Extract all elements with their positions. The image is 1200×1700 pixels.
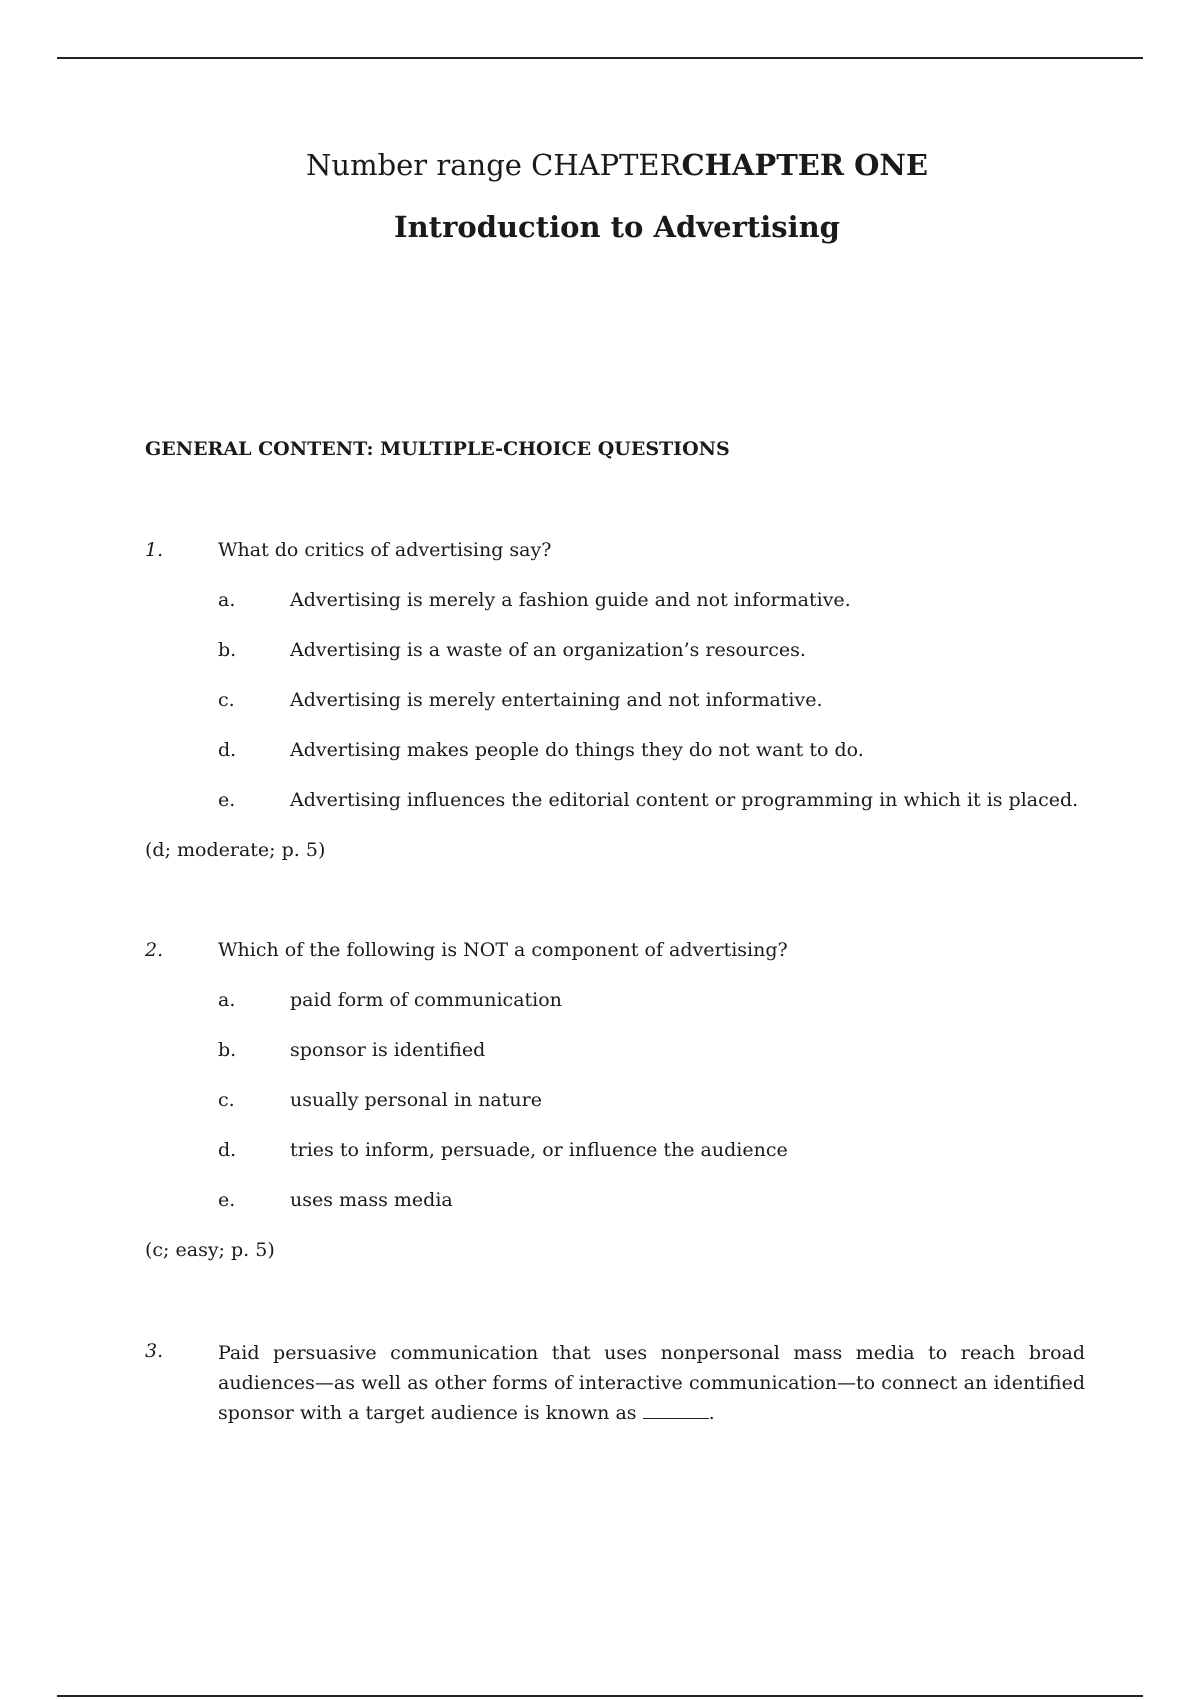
question-stem: What do critics of advertising say? xyxy=(218,539,552,561)
question-2 xyxy=(145,937,1085,1263)
answer-key: (d; moderate; p. 5) xyxy=(145,839,326,861)
option-b xyxy=(145,637,1085,687)
option-c xyxy=(145,687,1085,737)
option-text: tries to inform, persuade, or influence the audience xyxy=(290,1139,788,1161)
top-rule xyxy=(57,57,1143,59)
answer-key: (c; easy; p. 5) xyxy=(145,1239,275,1261)
option-letter: e. xyxy=(218,789,236,811)
chapter-title-prefix: Number range CHAPTER xyxy=(306,148,682,182)
option-text: sponsor is identified xyxy=(290,1039,486,1061)
option-text: Advertising is merely entertaining and not informative. xyxy=(290,689,823,711)
option-text: Advertising is merely a fashion guide and not informative. xyxy=(290,589,851,611)
option-letter: d. xyxy=(218,1139,237,1161)
question-number: 3. xyxy=(145,1340,164,1362)
question-1 xyxy=(145,537,1085,863)
option-b xyxy=(145,1037,1085,1087)
question-stem-text: Paid persuasive communication that uses nonpersonal mass media to reach broad audiences—as well as other forms of interactive communication—to connect an identified sponsor with a target audience is known as xyxy=(218,1342,1085,1424)
option-d xyxy=(145,737,1085,787)
option-e xyxy=(145,787,1085,837)
option-letter: a. xyxy=(218,589,236,611)
option-c xyxy=(145,1087,1085,1137)
answer-blank xyxy=(643,1400,709,1419)
section-heading: GENERAL CONTENT: MULTIPLE-CHOICE QUESTIONS xyxy=(145,438,730,460)
option-letter: a. xyxy=(218,989,236,1011)
option-text: usually personal in nature xyxy=(290,1089,542,1111)
option-letter: c. xyxy=(218,1089,235,1111)
option-text: Advertising makes people do things they do not want to do. xyxy=(290,739,864,761)
question-stem: Which of the following is NOT a component of advertising? xyxy=(218,939,788,961)
option-e xyxy=(145,1187,1085,1237)
option-a xyxy=(145,987,1085,1037)
question-stem-end: . xyxy=(708,1402,715,1424)
option-letter: b. xyxy=(218,639,237,661)
option-text: uses mass media xyxy=(290,1189,453,1211)
chapter-title-bold: CHAPTER ONE xyxy=(681,148,928,182)
chapter-subtitle: Introduction to Advertising xyxy=(394,210,840,244)
option-letter: b. xyxy=(218,1039,237,1061)
question-3 xyxy=(145,1338,1085,1428)
option-letter: e. xyxy=(218,1189,236,1211)
option-text: paid form of communication xyxy=(290,989,562,1011)
question-number: 2. xyxy=(145,939,164,961)
option-letter: d. xyxy=(218,739,237,761)
option-a xyxy=(145,587,1085,637)
bottom-rule xyxy=(57,1695,1143,1697)
question-stem xyxy=(218,1338,1085,1428)
chapter-title xyxy=(0,145,1200,185)
option-d xyxy=(145,1137,1085,1187)
option-letter: c. xyxy=(218,689,235,711)
option-text: Advertising is a waste of an organization’s resources. xyxy=(290,639,806,661)
question-number: 1. xyxy=(145,539,164,561)
option-text: Advertising influences the editorial content or programming in which it is placed. xyxy=(290,789,1079,811)
